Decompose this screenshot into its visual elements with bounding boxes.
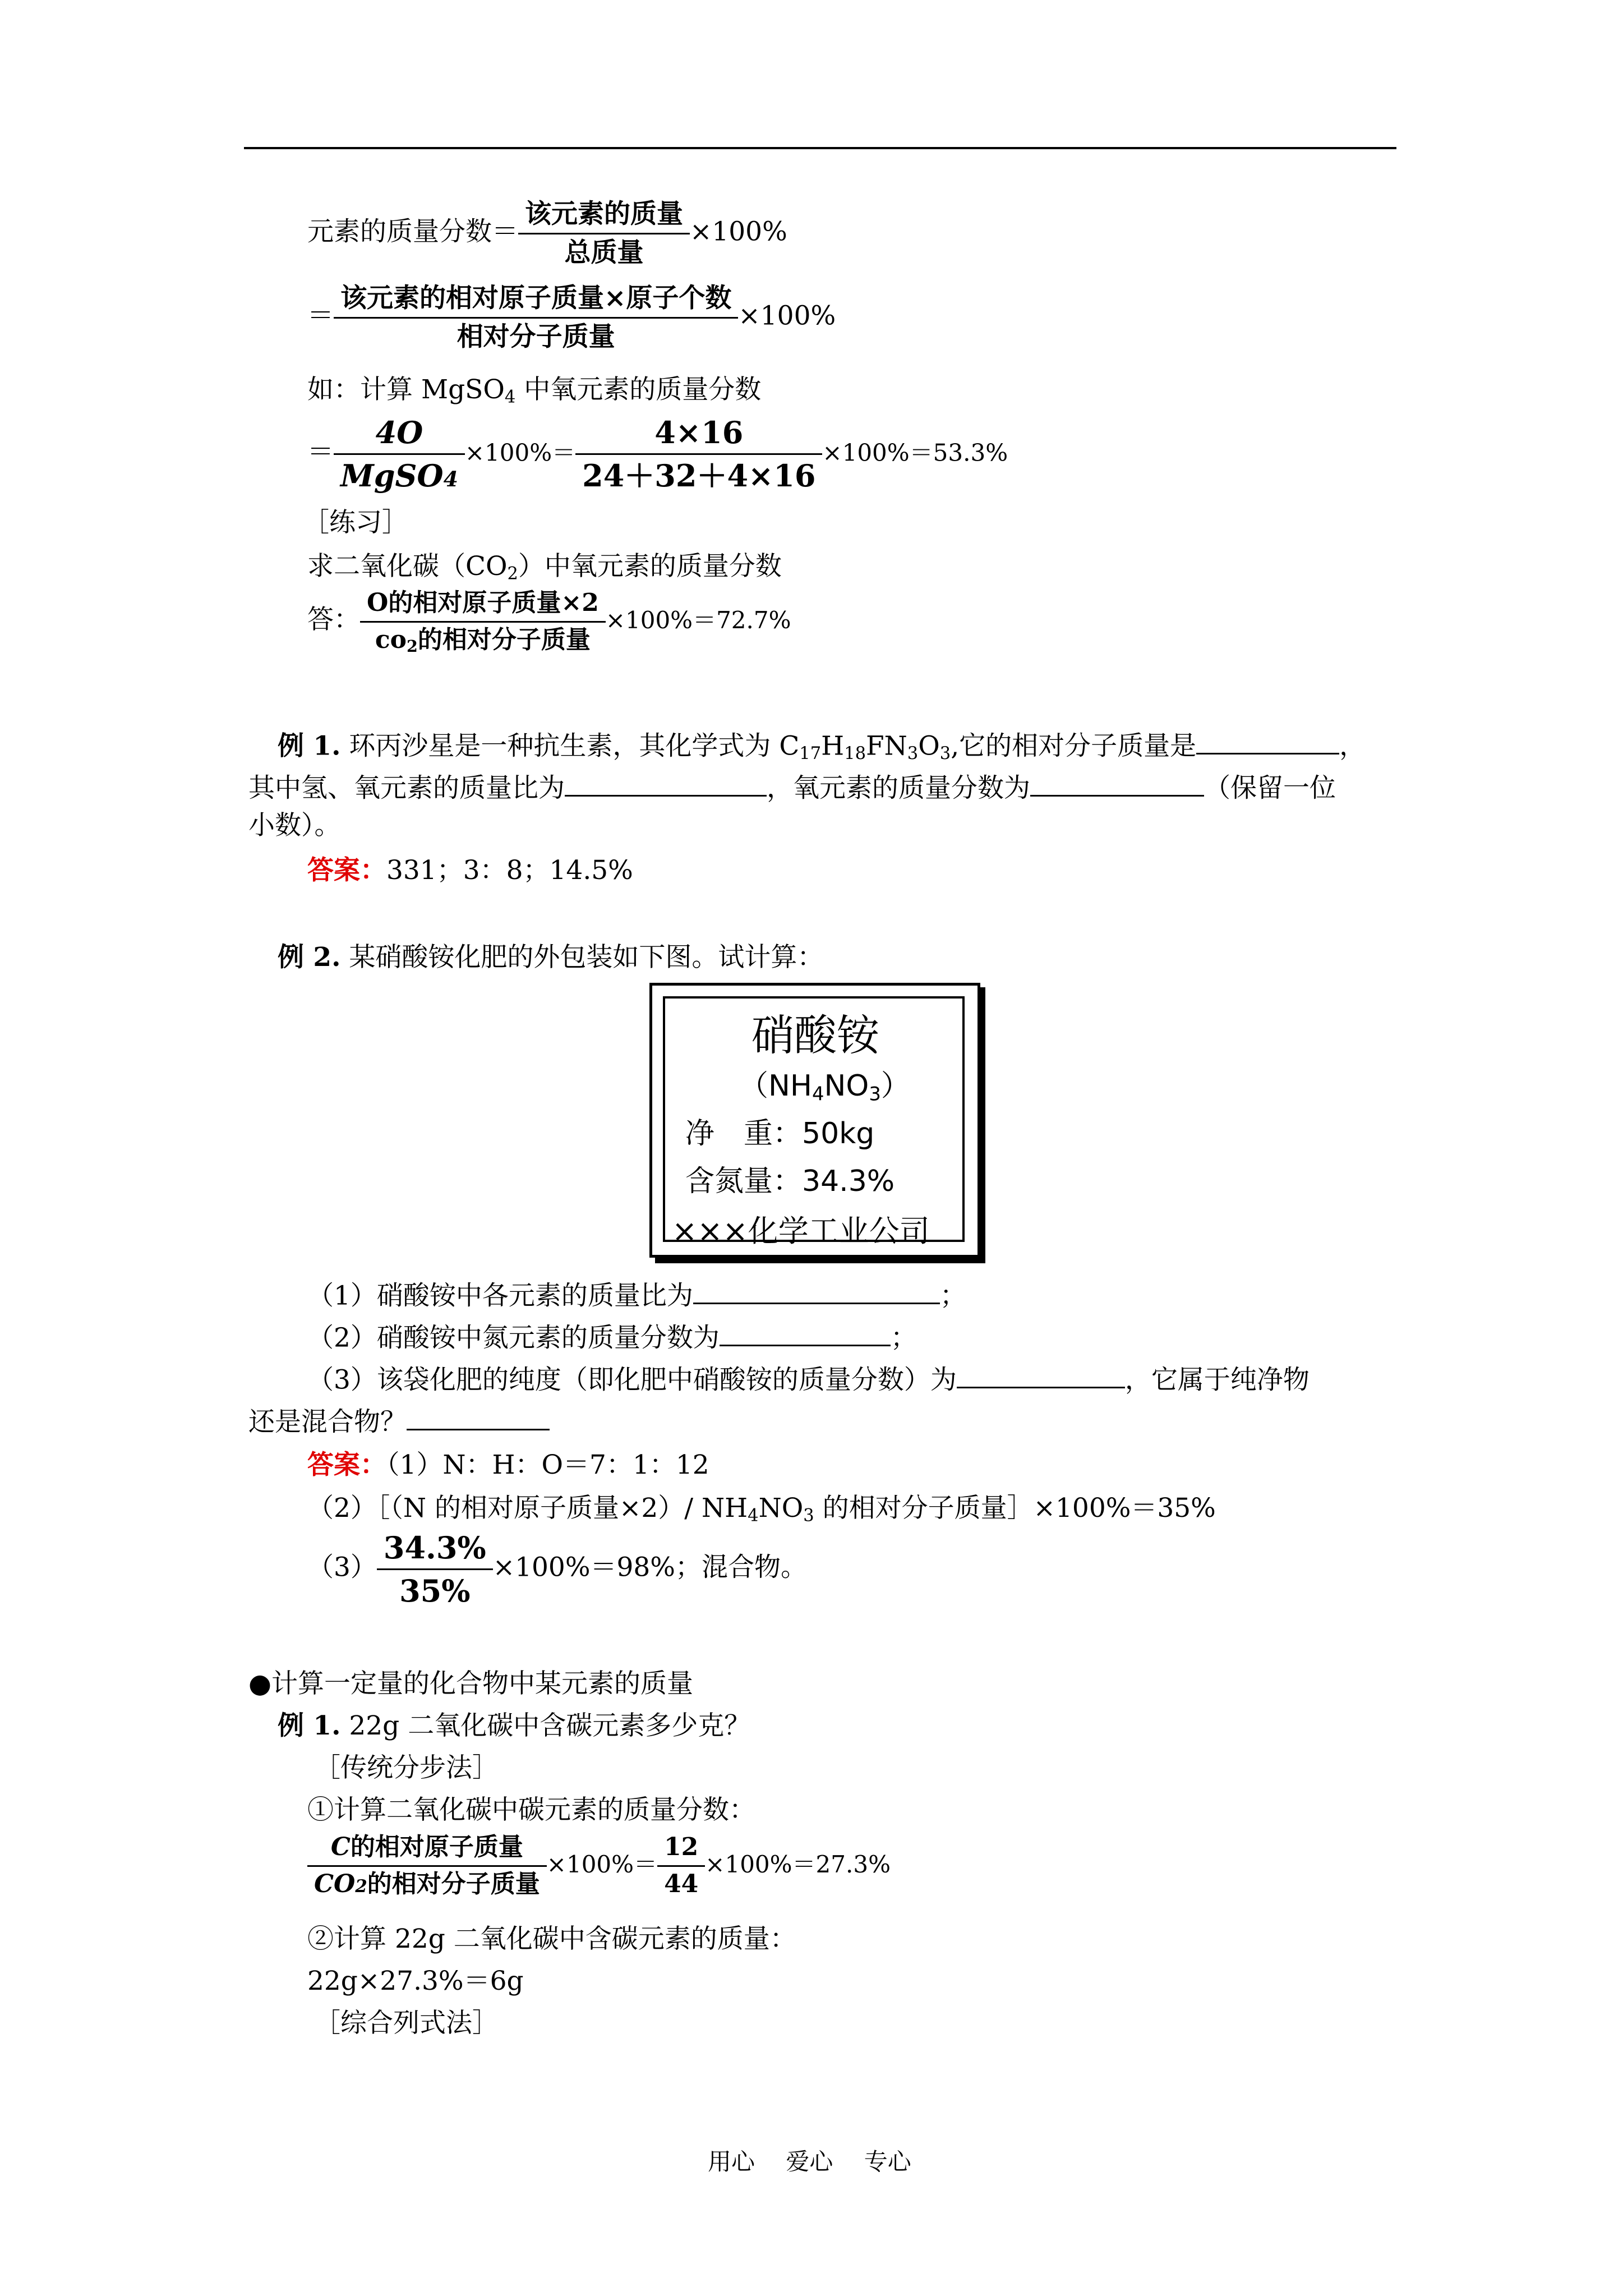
ex1-answer: 答案：331；3：8；14.5% bbox=[307, 855, 633, 886]
ex2-answer-3: （3） $\frac{34.3\%}{35\%}$ ×100%＝98%；混合物。 bbox=[307, 1530, 807, 1609]
blank-mass-fraction[interactable] bbox=[1030, 771, 1204, 797]
bag-company: ×××化学工业公司 bbox=[672, 1213, 930, 1249]
formula-label: 元素的质量分数＝ bbox=[307, 216, 518, 247]
example-line: 如：计算 MgSO$_4$ 中氧元素的质量分数 bbox=[307, 374, 762, 407]
fraction-o-co2: $\frac{\text{O的相对原子质量×2}}{co_2的相对分子质量}$ bbox=[360, 589, 606, 654]
ex2-answer-1: 答案：（1）N：H：O＝7：1：12 bbox=[307, 1450, 709, 1480]
ex2-q1: （1）硝酸铵中各元素的质量比为 ； bbox=[307, 1279, 966, 1311]
fraction-12-44: $\frac{12}{44}$ bbox=[657, 1833, 705, 1898]
fraction-purity: $\frac{34.3\%}{35\%}$ bbox=[377, 1530, 493, 1608]
practice-heading: ［练习］ bbox=[303, 507, 408, 538]
ex2-q3-cont: 还是混合物？ bbox=[248, 1405, 550, 1437]
label-shadow-bottom bbox=[655, 1257, 985, 1263]
fraction-4o-mgso4: $\frac{4O}{\text{MgSO4}}$ bbox=[334, 415, 465, 493]
ex2-q2: （2）硝酸铵中氮元素的质量分数为 ； bbox=[307, 1321, 917, 1353]
step-2: ②计算 22g 二氧化碳中含碳元素的质量： bbox=[307, 1924, 796, 1954]
section-heading: ●计算一定量的化合物中某元素的质量 bbox=[248, 1668, 694, 1699]
ex2-q3: （3）该袋化肥的纯度（即化肥中硝酸铵的质量分数）为 ，它属于纯净物 bbox=[307, 1363, 1310, 1395]
bag-title: 硝酸铵 bbox=[751, 1010, 879, 1060]
blank-nitrogen-fraction[interactable] bbox=[720, 1321, 891, 1346]
formula-line-1: 元素的质量分数＝ $\frac{\text{该元素的质量}}{\text{总质量}}$ ×100% bbox=[307, 199, 787, 269]
example-calc: ＝ $\frac{4O}{\text{MgSO4}}$ ×100%＝ $\frac{4\times 16}{24+32+4\times 16}$ ×100%＝53.3% bbox=[307, 415, 1008, 494]
practice-answer: 答： $\frac{\text{O的相对原子质量×2}}{co_2的相对分子质量}$ ×100%＝72.7% bbox=[307, 588, 791, 656]
fraction-relative-mass: $\frac{\text{该元素的相对原子质量×原子个数}}{\text{相对分子质量}}$ bbox=[334, 283, 738, 352]
step-1-calc: $\frac{\text{C的相对原子质量}}{\text{CO2的相对分子质量}}$ ×100%＝ $\frac{12}{44}$ ×100%＝27.3% bbox=[307, 1833, 891, 1898]
bag-formula: $(NH_4NO_3)$ bbox=[739, 1069, 910, 1105]
ex1-line-1: 例 1. 环丙沙星是一种抗生素，其化学式为 $C_{17}H_{18}FN_3O_3$,它的相对分子质量是 ， bbox=[278, 729, 1366, 761]
bag-weight: 净 重：50kg bbox=[685, 1117, 875, 1151]
fraction-element-mass: $\frac{\text{该元素的质量}}{\text{总质量}}$ bbox=[518, 199, 690, 268]
step-2-calc: 22g×27.3%＝6g bbox=[307, 1966, 524, 1996]
practice-question: 求二氧化碳$(CO_2)$中氧元素的质量分数 bbox=[307, 551, 782, 584]
ex1-line-2: 其中氢、氧元素的质量比为 ，氧元素的质量分数为 （保留一位 bbox=[248, 771, 1336, 803]
formula-line-2: ＝ $\frac{\text{该元素的相对原子质量×原子个数}}{\text{相对分子质量}}$ ×100% bbox=[307, 283, 836, 353]
ex2-answer-2: （2）［（N 的相对原子质量×2）/ $NH_4NO_3$ 的相对分子质量］×100%＝35% bbox=[307, 1493, 1216, 1526]
bag-nitrogen: 含氮量：34.3% bbox=[685, 1165, 895, 1198]
blank-mixture[interactable] bbox=[407, 1405, 550, 1430]
blank-element-ratio[interactable] bbox=[693, 1279, 940, 1304]
fraction-c-co2: $\frac{\text{C的相对原子质量}}{\text{CO2的相对分子质量}}$ bbox=[307, 1833, 547, 1898]
page-footer: 用心 爱心 专心 bbox=[708, 2148, 911, 2175]
blank-relative-mass[interactable] bbox=[1196, 729, 1339, 754]
method-1: ［传统分步法］ bbox=[314, 1752, 499, 1783]
fraction-4x16: $\frac{4\times 16}{24+32+4\times 16}$ bbox=[575, 415, 822, 493]
step-1: ①计算二氧化碳中碳元素的质量分数： bbox=[307, 1795, 755, 1825]
header-rule bbox=[244, 147, 1396, 149]
blank-purity[interactable] bbox=[957, 1363, 1125, 1388]
method-2: ［综合列式法］ bbox=[314, 2008, 499, 2039]
ex2-intro: 例 2. 某硝酸铵化肥的外包装如下图。试计算： bbox=[278, 942, 824, 973]
blank-mass-ratio[interactable] bbox=[565, 771, 767, 797]
label-shadow-right bbox=[979, 987, 985, 1259]
ex1-line-3: 小数）。 bbox=[248, 810, 341, 841]
sec2-example: 例 1. 22g 二氧化碳中含碳元素多少克？ bbox=[278, 1710, 751, 1741]
